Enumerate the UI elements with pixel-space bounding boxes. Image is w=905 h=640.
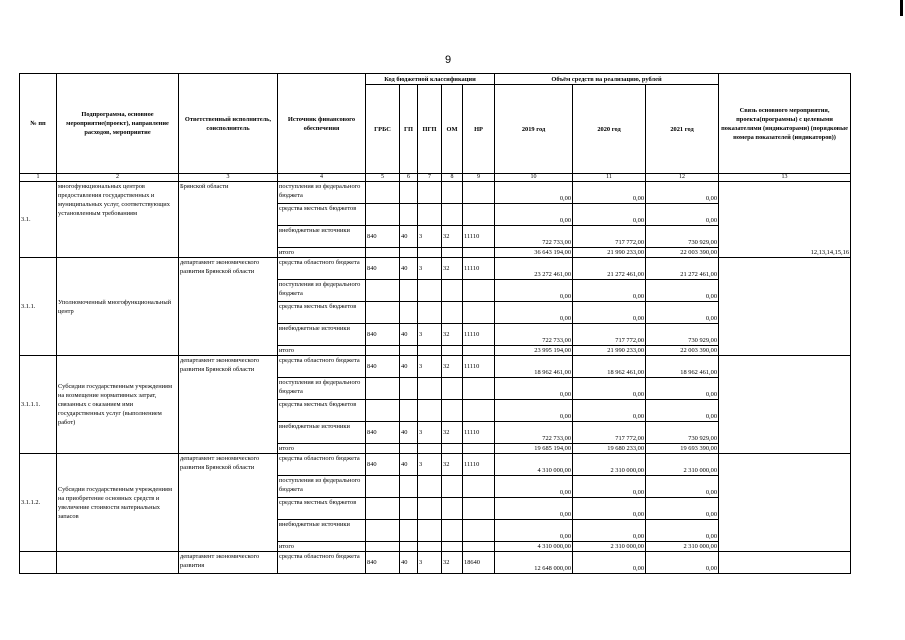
program-name	[57, 552, 179, 574]
source-label: средства областного бюджета	[278, 552, 366, 574]
source-label: средства местных бюджетов	[278, 498, 366, 520]
value-2021: 0,00	[646, 552, 719, 574]
code-grbs: 840	[366, 422, 400, 444]
code-gp: 40	[400, 552, 418, 574]
code-om: 32	[442, 552, 463, 574]
executor-name: департамент экономического развития Брянской области	[179, 356, 278, 454]
value-2021: 2 310 000,00	[646, 454, 719, 476]
code-om: 32	[442, 258, 463, 280]
total-2020: 21 990 233,00	[573, 248, 646, 258]
header-executor: Ответственный исполнитель, соисполнитель	[179, 74, 278, 174]
row-number	[20, 552, 57, 574]
header-om: ОМ	[442, 85, 463, 174]
source-label: итого	[278, 444, 366, 454]
table-row	[20, 356, 851, 378]
value-2019: 0,00	[495, 182, 573, 204]
column-number: 7	[418, 174, 442, 182]
program-name: Субсидии государственным учреждениям на возмещение нормативных затрат, связанных с оказанием ими государственных услуг (выполнением работ)	[57, 356, 179, 454]
value-2020: 0,00	[573, 476, 646, 498]
value-2019: 0,00	[495, 400, 573, 422]
code-np: 11110	[463, 324, 495, 346]
value-2021: 730 929,00	[646, 422, 719, 444]
value-2020: 0,00	[573, 204, 646, 226]
source-label: поступления из федерального бюджета	[278, 280, 366, 302]
source-label: внебюджетные источники	[278, 422, 366, 444]
header-2019: 2019 год	[495, 85, 573, 174]
column-number: 3	[179, 174, 278, 182]
code-np: 11110	[463, 454, 495, 476]
value-2020: 0,00	[573, 400, 646, 422]
total-2021: 22 003 390,00	[646, 346, 719, 356]
code-np: 11110	[463, 356, 495, 378]
code-np: 11110	[463, 226, 495, 248]
value-2019: 722 733,00	[495, 226, 573, 248]
value-2021: 0,00	[646, 378, 719, 400]
header-pgp: ПГП	[418, 85, 442, 174]
code-gp: 40	[400, 454, 418, 476]
value-2019: 722 733,00	[495, 422, 573, 444]
indicator-numbers	[719, 258, 851, 356]
source-label: внебюджетные источники	[278, 520, 366, 542]
value-2019: 0,00	[495, 302, 573, 324]
edge-mark	[900, 0, 903, 16]
code-om: 32	[442, 356, 463, 378]
column-number: 1	[20, 174, 57, 182]
code-gp: 40	[400, 324, 418, 346]
source-label: поступления из федерального бюджета	[278, 378, 366, 400]
value-2019: 0,00	[495, 476, 573, 498]
source-label: итого	[278, 346, 366, 356]
indicator-numbers	[719, 552, 851, 574]
column-number: 2	[57, 174, 179, 182]
total-2020: 2 310 000,00	[573, 542, 646, 552]
value-2019: 12 648 000,00	[495, 552, 573, 574]
value-2020: 717 772,00	[573, 226, 646, 248]
value-2020: 21 272 461,00	[573, 258, 646, 280]
value-2019: 0,00	[495, 498, 573, 520]
value-2020: 0,00	[573, 520, 646, 542]
value-2019: 0,00	[495, 378, 573, 400]
code-gp: 40	[400, 422, 418, 444]
value-2021: 0,00	[646, 400, 719, 422]
source-label: поступления из федерального бюджета	[278, 476, 366, 498]
header-volume-group: Объём средств на реализацию, рублей	[495, 74, 719, 85]
value-2021: 0,00	[646, 280, 719, 302]
column-number: 5	[366, 174, 400, 182]
header-grbs: ГРБС	[366, 85, 400, 174]
executor-name: департамент экономического развития Брянской области	[179, 258, 278, 356]
value-2021: 0,00	[646, 520, 719, 542]
value-2021: 730 929,00	[646, 324, 719, 346]
row-number: 3.1.	[20, 182, 57, 258]
source-label: средства областного бюджета	[278, 454, 366, 476]
column-number: 6	[400, 174, 418, 182]
total-2021: 22 003 390,00	[646, 248, 719, 258]
table-row	[20, 182, 851, 204]
source-label: поступления из федерального бюджета	[278, 182, 366, 204]
total-2019: 4 310 000,00	[495, 542, 573, 552]
code-grbs: 840	[366, 324, 400, 346]
value-2020: 717 772,00	[573, 422, 646, 444]
code-grbs: 840	[366, 226, 400, 248]
total-2021: 19 693 390,00	[646, 444, 719, 454]
column-number: 8	[442, 174, 463, 182]
code-gp: 40	[400, 258, 418, 280]
value-2020: 0,00	[573, 552, 646, 574]
row-number: 3.1.1.	[20, 258, 57, 356]
code-grbs: 840	[366, 552, 400, 574]
source-label: внебюджетные источники	[278, 226, 366, 248]
column-number: 4	[278, 174, 366, 182]
code-om: 32	[442, 226, 463, 248]
executor-name: Брянской области	[179, 182, 278, 258]
page-number: 9	[444, 54, 452, 66]
value-2019: 4 310 000,00	[495, 454, 573, 476]
column-number: 9	[463, 174, 495, 182]
value-2020: 0,00	[573, 378, 646, 400]
header-no: № пп	[20, 74, 57, 174]
header-np: НР	[463, 85, 495, 174]
total-2019: 36 643 194,00	[495, 248, 573, 258]
executor-name: департамент экономического развития	[179, 552, 278, 574]
column-number: 10	[495, 174, 573, 182]
code-pgp: 3	[418, 356, 442, 378]
code-pgp: 3	[418, 258, 442, 280]
source-label: средства областного бюджета	[278, 258, 366, 280]
value-2019: 0,00	[495, 204, 573, 226]
total-2021: 2 310 000,00	[646, 542, 719, 552]
code-pgp: 3	[418, 324, 442, 346]
code-pgp: 3	[418, 226, 442, 248]
value-2019: 722 733,00	[495, 324, 573, 346]
source-label: внебюджетные источники	[278, 324, 366, 346]
value-2021: 0,00	[646, 498, 719, 520]
value-2020: 18 962 461,00	[573, 356, 646, 378]
code-grbs: 840	[366, 356, 400, 378]
code-om: 32	[442, 454, 463, 476]
code-om: 32	[442, 422, 463, 444]
table-row	[20, 258, 851, 280]
header-2021: 2021 год	[646, 85, 719, 174]
column-number: 12	[646, 174, 719, 182]
header-code-group: Код бюджетной классификации	[366, 74, 495, 85]
code-np: 11110	[463, 422, 495, 444]
program-name: Субсидии государственным учреждениям на приобретение основных средств и увеличение стоимости материальных запасов	[57, 454, 179, 552]
value-2019: 0,00	[495, 280, 573, 302]
code-pgp: 3	[418, 422, 442, 444]
row-number: 3.1.1.1.	[20, 356, 57, 454]
indicator-numbers: 12,13,14,15,16	[719, 182, 851, 258]
column-number: 13	[719, 174, 851, 182]
value-2021: 0,00	[646, 182, 719, 204]
source-label: средства местных бюджетов	[278, 400, 366, 422]
row-number: 3.1.1.2.	[20, 454, 57, 552]
value-2020: 0,00	[573, 498, 646, 520]
value-2021: 18 962 461,00	[646, 356, 719, 378]
code-gp: 40	[400, 226, 418, 248]
source-label: итого	[278, 248, 366, 258]
code-grbs: 840	[366, 454, 400, 476]
source-label: средства местных бюджетов	[278, 302, 366, 324]
header-2020: 2020 год	[573, 85, 646, 174]
indicator-numbers	[719, 356, 851, 454]
code-np: 11110	[463, 258, 495, 280]
code-om: 32	[442, 324, 463, 346]
source-label: итого	[278, 542, 366, 552]
value-2020: 0,00	[573, 302, 646, 324]
value-2021: 730 929,00	[646, 226, 719, 248]
indicator-numbers	[719, 454, 851, 552]
value-2021: 0,00	[646, 302, 719, 324]
value-2020: 0,00	[573, 280, 646, 302]
header-link: Связь основного мероприятия, проекта(программы) с целевыми показателями (индикаторами) (порядковые номера показателей (индикаторов))	[719, 74, 851, 174]
total-2020: 21 990 233,00	[573, 346, 646, 356]
total-2019: 23 995 194,00	[495, 346, 573, 356]
source-label: средства областного бюджета	[278, 356, 366, 378]
executor-name: департамент экономического развития Брянской области	[179, 454, 278, 552]
header-program: Подпрограмма, основное мероприятие(проект), направление расходов, мероприятие	[57, 74, 179, 174]
value-2019: 18 962 461,00	[495, 356, 573, 378]
value-2020: 2 310 000,00	[573, 454, 646, 476]
value-2020: 717 772,00	[573, 324, 646, 346]
value-2021: 0,00	[646, 204, 719, 226]
value-2021: 0,00	[646, 476, 719, 498]
column-number: 11	[573, 174, 646, 182]
code-grbs: 840	[366, 258, 400, 280]
budget-table	[19, 73, 851, 574]
code-pgp: 3	[418, 552, 442, 574]
total-2020: 19 680 233,00	[573, 444, 646, 454]
table-row	[20, 552, 851, 574]
value-2019: 0,00	[495, 520, 573, 542]
program-name: многофункциональных центров предоставления государственных и муниципальных услуг, соответствующих установленным требованиям	[57, 182, 179, 258]
header-gp: ГП	[400, 85, 418, 174]
table-row	[20, 454, 851, 476]
header-source: Источник финансового обеспечения	[278, 74, 366, 174]
code-np: 18640	[463, 552, 495, 574]
value-2021: 21 272 461,00	[646, 258, 719, 280]
total-2019: 19 685 194,00	[495, 444, 573, 454]
program-name: Уполномоченный многофункциональный центр	[57, 258, 179, 356]
code-pgp: 3	[418, 454, 442, 476]
value-2020: 0,00	[573, 182, 646, 204]
value-2019: 23 272 461,00	[495, 258, 573, 280]
source-label: средства местных бюджетов	[278, 204, 366, 226]
code-gp: 40	[400, 356, 418, 378]
